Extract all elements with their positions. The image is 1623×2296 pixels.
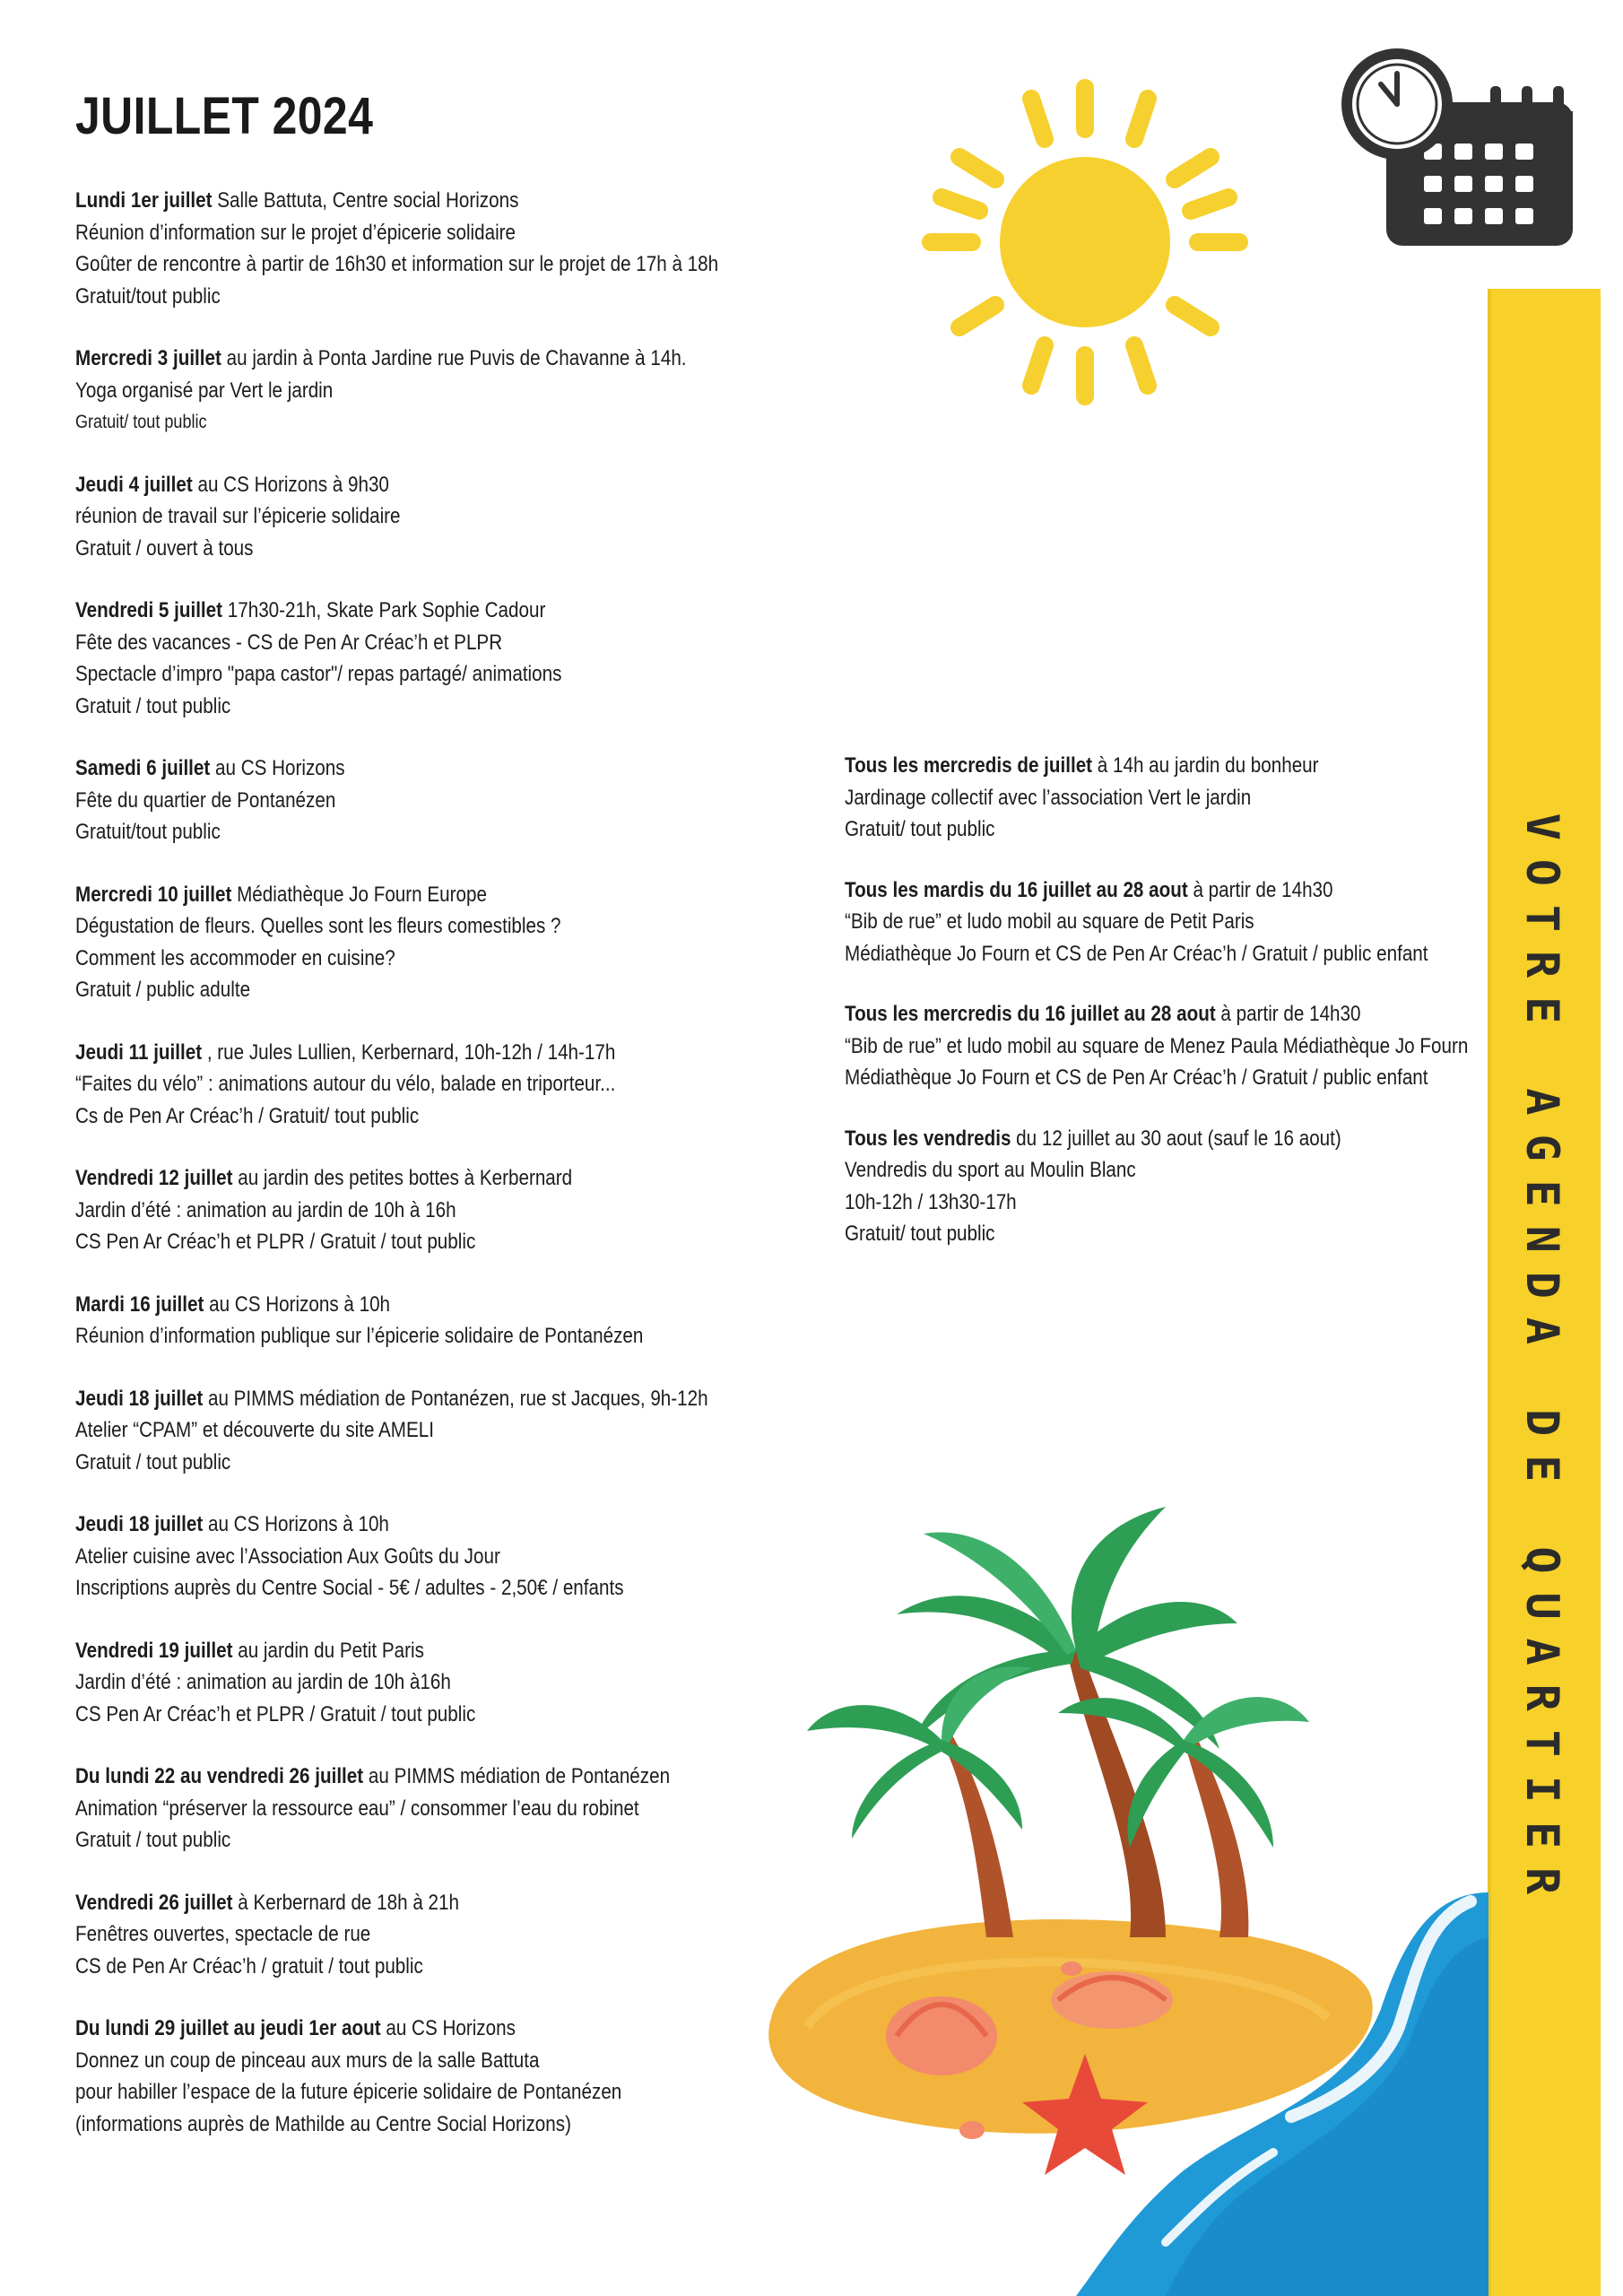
event-detail: Fête du quartier de Pontanézen (75, 787, 336, 813)
event-date: Du lundi 22 au vendredi 26 juillet (75, 1764, 364, 1788)
event-location: à partir de 14h30 (1187, 877, 1333, 902)
event-date: Vendredi 19 juillet (75, 1638, 233, 1663)
sun-icon (906, 72, 1282, 422)
event-item (75, 1037, 769, 1133)
event-detail: “Faites du vélo” : animations autour du vélo, balade en triporteur... (75, 1072, 616, 1096)
event-detail: Fête des vacances - CS de Pen Ar Créac’h et PLPR (75, 630, 503, 655)
event-item (845, 750, 1431, 846)
event-heading (845, 874, 1431, 907)
event-item (75, 343, 769, 439)
event-heading (75, 595, 769, 627)
event-location: au jardin à Ponta Jardine rue Puvis de Chavanne à 14h. (221, 346, 687, 370)
event-heading (75, 185, 769, 217)
event-date: Lundi 1er juillet (75, 188, 213, 213)
event-detail: Gratuit/ tout public (75, 412, 207, 432)
event-detail: (informations auprès de Mathilde au Centre Social Horizons) (75, 2111, 571, 2136)
event-location: au CS Horizons (380, 2016, 516, 2040)
event-date: Tous les vendredis (845, 1126, 1011, 1151)
event-date: Mardi 16 juillet (75, 1292, 204, 1317)
event-heading (75, 1761, 769, 1793)
event-heading (75, 1289, 769, 1321)
event-detail: Cs de Pen Ar Créac’h / Gratuit/ tout public (75, 1103, 420, 1128)
event-item (75, 185, 769, 312)
event-heading (75, 1635, 769, 1667)
event-location: Salle Battuta, Centre social Horizons (212, 188, 519, 213)
calendar-clock-icon (1338, 45, 1580, 251)
event-date: Vendredi 5 juillet (75, 598, 223, 622)
event-item (75, 1162, 769, 1258)
event-detail: Gratuit/ tout public (845, 1222, 995, 1246)
event-item (75, 2013, 769, 2140)
event-detail: réunion de travail sur l’épicerie solidaire (75, 504, 401, 528)
event-location: du 12 juillet au 30 aout (sauf le 16 aout) (1011, 1126, 1341, 1151)
event-location: au jardin du Petit Paris (232, 1638, 424, 1663)
event-heading (845, 998, 1431, 1031)
event-heading (75, 343, 769, 375)
event-detail: Médiathèque Jo Fourn et CS de Pen Ar Créac’h / Gratuit / public enfant (845, 1065, 1428, 1090)
event-item (845, 874, 1431, 970)
event-date: Jeudi 18 juillet (75, 1512, 204, 1536)
event-location: au PIMMS médiation de Pontanézen (363, 1764, 671, 1788)
event-detail: CS de Pen Ar Créac’h / gratuit / tout public (75, 1953, 423, 1979)
event-detail: Jardin d’été : animation au jardin de 10h à16h (75, 1670, 451, 1694)
side-banner-text: VOTRE AGENDA DE QUARTIER (1516, 813, 1568, 1914)
event-date: Jeudi 18 juillet (75, 1386, 204, 1411)
event-item (75, 1383, 769, 1479)
event-detail: Gratuit / tout public (75, 693, 231, 718)
event-date: Mercredi 3 juillet (75, 346, 221, 370)
event-location: à 14h au jardin du bonheur (1092, 753, 1319, 778)
event-date: Samedi 6 juillet (75, 756, 211, 780)
event-heading (75, 752, 769, 785)
event-detail: Gratuit/ tout public (845, 817, 995, 841)
event-item (75, 1289, 769, 1352)
event-date: Tous les mardis du 16 juillet au 28 aout (845, 877, 1188, 902)
event-detail: CS Pen Ar Créac’h et PLPR / Gratuit / tout public (75, 1701, 476, 1726)
event-item (75, 1635, 769, 1731)
event-heading (75, 1162, 769, 1195)
event-item (845, 998, 1469, 1094)
event-detail: Réunion d’information publique sur l’épicerie solidaire de Pontanézen (75, 1324, 644, 1348)
event-location: au CS Horizons à 9h30 (192, 472, 389, 497)
event-heading (75, 1037, 769, 1069)
event-item (75, 879, 769, 1006)
event-location: à partir de 14h30 (1215, 1002, 1361, 1026)
event-date: Jeudi 11 juillet (75, 1039, 203, 1065)
event-detail: Dégustation de fleurs. Quelles sont les fleurs comestibles ? (75, 914, 561, 938)
event-detail: CS Pen Ar Créac’h et PLPR / Gratuit / tout public (75, 1230, 476, 1254)
event-date: Tous les mercredis du 16 juillet au 28 aout (845, 1002, 1216, 1026)
event-detail: Réunion d’information sur le projet d’épicerie solidaire (75, 220, 516, 245)
event-detail: Médiathèque Jo Fourn et CS de Pen Ar Créac’h / Gratuit / public enfant (845, 941, 1428, 966)
event-date: Mercredi 10 juillet (75, 882, 232, 907)
event-detail: pour habiller l’espace de la future épicerie solidaire de Pontanézen (75, 2080, 622, 2104)
event-location: Médiathèque Jo Fourn Europe (231, 882, 487, 907)
event-detail: Gratuit / tout public (75, 1828, 231, 1852)
page-title: JUILLET 2024 (75, 87, 374, 145)
event-detail: Jardinage collectif avec l’association Vert le jardin (845, 785, 1252, 810)
event-item (75, 469, 769, 565)
event-date: Vendredi 12 juillet (75, 1166, 233, 1190)
event-detail: Spectacle d’impro "papa castor"/ repas partagé/ animations (75, 662, 562, 686)
event-detail: Atelier cuisine avec l’Association Aux Goûts du Jour (75, 1544, 500, 1569)
event-detail: 10h-12h / 13h30-17h (845, 1189, 1017, 1214)
event-heading (845, 1123, 1431, 1155)
event-detail: Donnez un coup de pinceau aux murs de la salle Battuta (75, 2048, 540, 2073)
event-location: au CS Horizons à 10h (203, 1512, 389, 1536)
event-detail: Gratuit / ouvert à tous (75, 535, 254, 561)
palm-island-illustration (717, 1471, 1488, 2296)
event-location: au PIMMS médiation de Pontanézen, rue st Jacques, 9h-12h (203, 1386, 708, 1411)
event-date: Jeudi 4 juillet (75, 472, 193, 497)
event-detail: “Bib de rue” et ludo mobil au square de Menez Paula Médiathèque Jo Fourn (845, 1033, 1469, 1058)
event-item (75, 1761, 769, 1857)
event-detail: Vendredis du sport au Moulin Blanc (845, 1158, 1136, 1182)
event-detail: Atelier “CPAM” et découverte du site AMELI (75, 1418, 434, 1442)
event-item (75, 1887, 769, 1983)
event-heading (75, 1887, 769, 1919)
event-detail: Animation “préserver la ressource eau” / consommer l’eau du robinet (75, 1796, 639, 1821)
event-item (75, 752, 769, 848)
event-detail: Inscriptions auprès du Centre Social - 5€ / adultes - 2,50€ / enfants (75, 1576, 624, 1600)
event-heading (75, 1509, 769, 1541)
event-location: au CS Horizons (210, 756, 345, 780)
event-detail: Jardin d’été : animation au jardin de 10h à 16h (75, 1197, 456, 1222)
event-heading (845, 750, 1431, 782)
event-detail: Yoga organisé par Vert le jardin (75, 378, 334, 403)
event-location: 17h30-21h, Skate Park Sophie Cadour (222, 598, 546, 622)
right-event-list (845, 750, 1526, 1279)
event-location: au jardin des petites bottes à Kerbernard (232, 1166, 573, 1190)
event-detail: Fenêtres ouvertes, spectacle de rue (75, 1922, 371, 1946)
event-heading (75, 469, 769, 501)
event-location: au CS Horizons à 10h (204, 1292, 391, 1317)
event-item (845, 1123, 1431, 1250)
event-detail: Gratuit / tout public (75, 1449, 231, 1474)
event-item (75, 595, 769, 722)
event-date: Tous les mercredis de juillet (845, 753, 1093, 778)
event-detail: Gratuit/tout public (75, 820, 221, 844)
event-heading (75, 879, 769, 911)
event-item (75, 1509, 769, 1605)
event-location: , rue Jules Lullien, Kerbernard, 10h-12h / 14h-17h (202, 1039, 616, 1065)
event-heading (75, 1383, 769, 1415)
event-location: à Kerbernard de 18h à 21h (232, 1890, 459, 1915)
event-heading (75, 2013, 769, 2045)
event-date: Du lundi 29 juillet au jeudi 1er aout (75, 2016, 381, 2040)
event-detail: Comment les accommoder en cuisine? (75, 945, 395, 970)
event-detail: Gratuit/tout public (75, 283, 221, 309)
event-detail: Gratuit / public adulte (75, 978, 251, 1002)
event-detail: Goûter de rencontre à partir de 16h30 et information sur le projet de 17h à 18h (75, 252, 719, 276)
event-detail: “Bib de rue” et ludo mobil au square de Petit Paris (845, 909, 1254, 934)
event-date: Vendredi 26 juillet (75, 1890, 233, 1915)
